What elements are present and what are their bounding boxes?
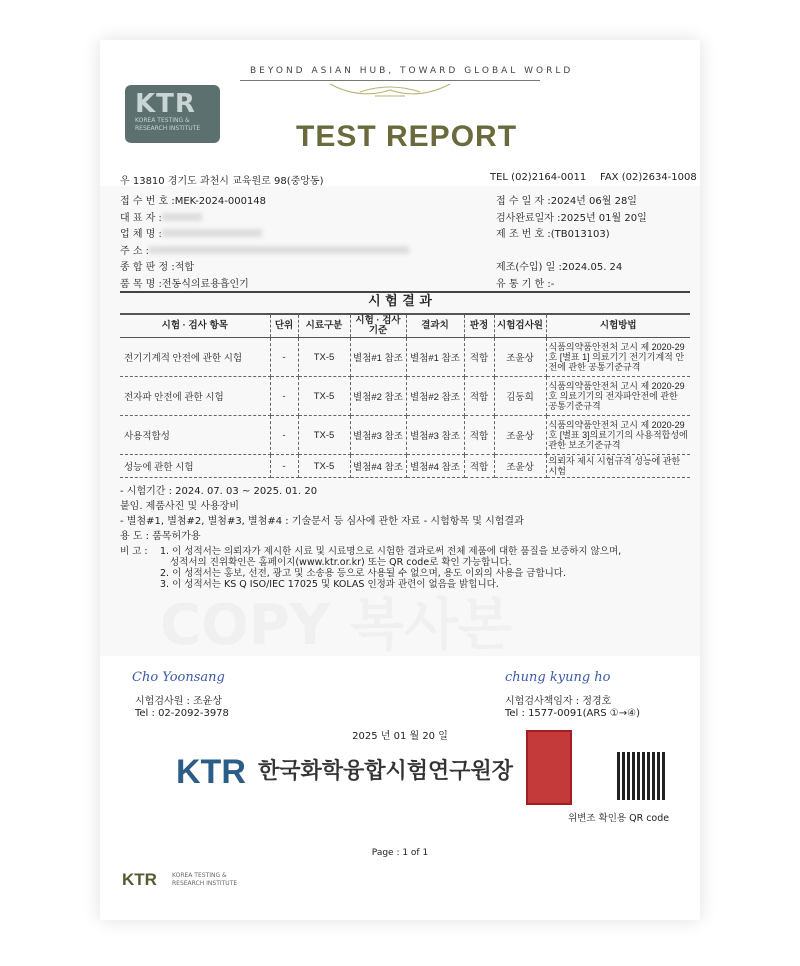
issue-date: 2025 년 01 월 20 일 bbox=[352, 731, 448, 742]
results-title: 시 험 결 과 bbox=[368, 294, 432, 309]
table-cell: 별첨#2 참조 bbox=[406, 377, 464, 416]
table-row bbox=[120, 416, 690, 455]
table-cell: 적합 bbox=[464, 416, 494, 455]
table-cell: - bbox=[270, 416, 298, 455]
col-header: 판정 bbox=[464, 314, 494, 338]
table-cell: 별첨#2 참조 bbox=[350, 377, 406, 416]
redacted bbox=[162, 229, 262, 237]
tel: TEL (02)2164-0011 bbox=[490, 172, 587, 183]
col-header: 시험 · 검사 항목 bbox=[120, 314, 270, 338]
col-header: 시료구분 bbox=[298, 314, 350, 338]
footer-text: KOREA TESTING & RESEARCH INSTITUTE bbox=[172, 872, 238, 887]
col-header: 결과치 bbox=[406, 314, 464, 338]
redacted bbox=[149, 246, 409, 254]
table-cell: - bbox=[270, 377, 298, 416]
table-cell: 조윤상 bbox=[494, 416, 546, 455]
inspector-tel: Tel : 02-2092-3978 bbox=[135, 708, 229, 719]
qr-caption: 위변조 확인용 QR code bbox=[568, 813, 670, 824]
table-cell: 적합 bbox=[464, 377, 494, 416]
table-cell: TX-5 bbox=[298, 377, 350, 416]
table-cell: - bbox=[270, 338, 298, 377]
table-cell: 식품의약품안전처 고시 제 2020-29호 [별표 1] 의료기기 전기기계적 안전에 관한 공통기준규격 bbox=[546, 338, 690, 377]
table-cell: 별첨#1 참조 bbox=[350, 338, 406, 377]
table-cell: 별첨#3 참조 bbox=[406, 416, 464, 455]
table-cell: 조윤상 bbox=[494, 455, 546, 478]
test-period: - 시험기간 : 2024. 07. 03 ~ 2025. 01. 20 bbox=[120, 486, 318, 497]
manager: 시험검사책임자 : 정경호 bbox=[505, 696, 612, 707]
col-header: 시험검사원 bbox=[494, 314, 546, 338]
attachment-list: - 별첨#1, 별첨#2, 별첨#3, 별첨#4 : 기술문서 등 심사에 관한 자료 - 시험항목 및 시험결과 bbox=[120, 516, 524, 527]
remarks-label: 비 고 : bbox=[120, 546, 148, 557]
report-title: TEST REPORT bbox=[296, 120, 518, 153]
table-cell: 전기기계적 안전에 관한 시험 bbox=[120, 338, 270, 377]
attachment: 붙임. 제품사진 및 사용장비 bbox=[120, 501, 239, 512]
signature-left: Cho Yoonsang bbox=[132, 670, 225, 685]
table-cell: TX-5 bbox=[298, 455, 350, 478]
notes bbox=[120, 484, 524, 544]
remarks: 비 고 : 1. 이 성적서는 의뢰자가 제시한 시료 및 시료명으로 시험한 결과로써 전체 제품에 대한 품질을 보증하지 않으며, 성적서의 진위확인은 홈페이지(www.ktr.or.kr) 또는 QR code로 확인 가능합니다. 2. 이 성적서는 홍보, 선전, 광고 및 소송용 등으로 사용될 수 없으며, 용도 이외의 사용을 금합니다. 3. 이 성적서는 KS Q ISO/IEC 17025 및 KOLAS 인정과 관련이 없음을 밝힙니다. bbox=[120, 546, 622, 590]
table-cell: 별첨#4 참조 bbox=[350, 455, 406, 478]
inspector: 시험검사원 : 조윤상 bbox=[135, 696, 223, 707]
table-cell: TX-5 bbox=[298, 338, 350, 377]
official-seal bbox=[526, 730, 572, 805]
table-row bbox=[120, 455, 690, 478]
watermark: COPY 복사본 bbox=[160, 593, 513, 658]
issuer-logo: KTR bbox=[176, 753, 246, 791]
table-cell: 성능에 관한 시험 bbox=[120, 455, 270, 478]
col-header: 시험 · 검사 기준 bbox=[350, 314, 406, 338]
table-cell: 적합 bbox=[464, 338, 494, 377]
table-cell: 식품의약품안전처 고시 제 2020-29호 의료기기의 전자파안전에 관한 공통기준규격 bbox=[546, 377, 690, 416]
purpose: 용 도 : 품목허가용 bbox=[120, 531, 201, 542]
table-cell: 의뢰자 제시 시험규격 성능에 관한 시험 bbox=[546, 455, 690, 478]
motto: BEYOND ASIAN HUB, TOWARD GLOBAL WORLD bbox=[250, 66, 574, 76]
results-table bbox=[120, 313, 690, 478]
issuer-name: 한국화학융합시험연구원장 bbox=[258, 759, 514, 784]
table-row bbox=[120, 338, 690, 377]
ktr-logo: KTR KOREA TESTING & RESEARCH INSTITUTE bbox=[125, 85, 220, 143]
table-cell: 김동희 bbox=[494, 377, 546, 416]
table-cell: 사용적합성 bbox=[120, 416, 270, 455]
manager-tel: Tel : 1577-0091(ARS ①→④) bbox=[505, 708, 640, 719]
table-cell: 별첨#4 참조 bbox=[406, 455, 464, 478]
table-cell: 별첨#3 참조 bbox=[350, 416, 406, 455]
redacted bbox=[162, 213, 202, 221]
footer-logo: KTR bbox=[122, 870, 157, 889]
fields-left: 접 수 번 호 :MEK-2024-000148 대 표 자 : 업 체 명 : 주 소 : 종 합 판 정 :적합 품 목 명 :전동식의료용흡인기 bbox=[120, 194, 409, 294]
col-header: 시험방법 bbox=[546, 314, 690, 338]
table-cell: - bbox=[270, 455, 298, 478]
qr-code-icon[interactable] bbox=[617, 752, 665, 800]
signature-right: chung kyung ho bbox=[505, 670, 611, 685]
table-cell: TX-5 bbox=[298, 416, 350, 455]
fields-right: 접 수 일 자 :2024년 06월 28일 검사완료일자 :2025년 01월 20일 제 조 번 호 :(TB013103) 제조(수입) 일 :2024.05. 24 유 통 기 한 :- bbox=[496, 196, 647, 290]
table-cell: 전자파 안전에 관한 시험 bbox=[120, 377, 270, 416]
fax: FAX (02)2634-1008 bbox=[600, 172, 697, 183]
divider bbox=[240, 80, 540, 81]
table-row bbox=[120, 377, 690, 416]
col-header: 단위 bbox=[270, 314, 298, 338]
table-cell: 조윤상 bbox=[494, 338, 546, 377]
table-cell: 식품의약품안전처 고시 제 2020-29호 [별표 3]의료기기의 사용적합성에 관한 보조기준규격 bbox=[546, 416, 690, 455]
address: 우 13810 경기도 과천시 교육원로 98(중앙동) bbox=[120, 176, 324, 187]
page-number: Page : 1 of 1 bbox=[371, 848, 429, 858]
table-cell: 별첨#1 참조 bbox=[406, 338, 464, 377]
divider bbox=[120, 291, 690, 293]
table-cell: 적합 bbox=[464, 455, 494, 478]
flourish-ornament bbox=[320, 82, 460, 104]
